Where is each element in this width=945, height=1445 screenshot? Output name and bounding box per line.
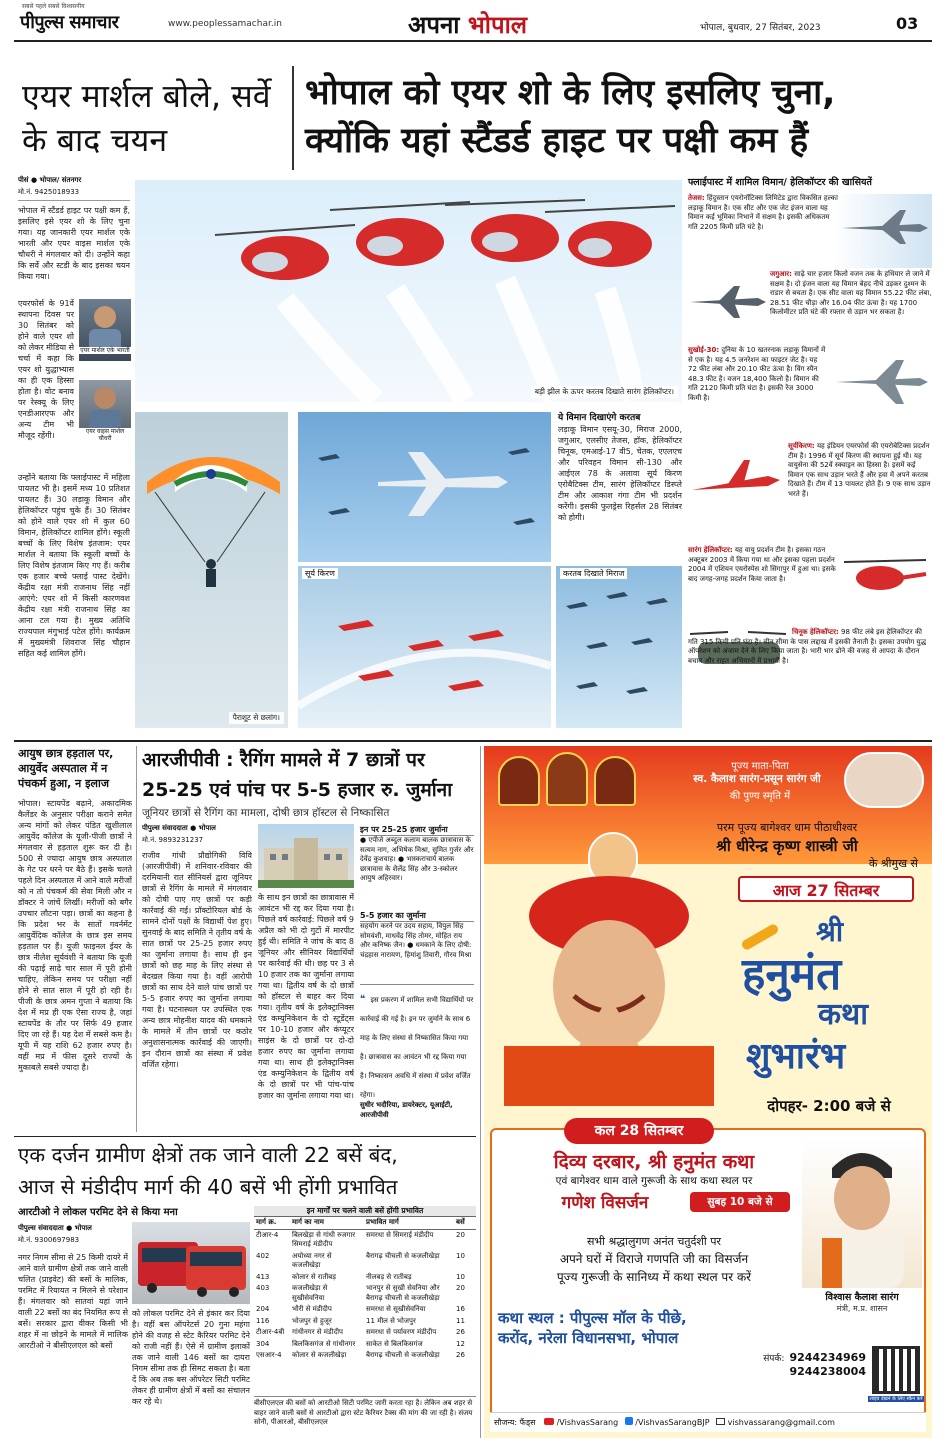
sponsor-illustration	[802, 1138, 922, 1288]
qr-code-icon[interactable]	[872, 1346, 920, 1394]
ad-social1[interactable]: /VishvasSarang	[556, 1418, 619, 1427]
story1-body-top: भोपाल में स्टैंडर्ड हाइट पर पक्षी कम हैं, इसलिए इसे एयर शो के लिए चुना गया। यह जानकारी एयर मार्शल एके भारती और एयर वाइस मार्शल एके चौधरी ने मंगलवार को दी। उन्होंने कहा कि सर्वे और स्टडी के बाद इसका चयन किया गया।	[18, 206, 130, 281]
ad-deity-2	[546, 752, 588, 806]
table-row	[254, 1316, 476, 1328]
table-cell: 11	[456, 1316, 465, 1325]
bus-headline-line1: एक दर्जन ग्रामीण क्षेत्रों तक जाने वाली 22 बसें बंद,	[18, 1143, 398, 1167]
bus-routes-table	[254, 1217, 476, 1362]
ad-title-shubharambh: शुभारंभ	[746, 1036, 846, 1077]
youtube-icon	[544, 1418, 554, 1425]
section-title-b: भोपाल	[467, 11, 528, 39]
table-cell: एसआर-4	[256, 1351, 282, 1359]
portrait-air-marshal-caption: एयर मार्शल एके भारती	[80, 347, 130, 354]
table-cell: बैरागढ़ चीचली से कजलीखेड़ा	[366, 1251, 440, 1260]
section-rule-1	[14, 740, 932, 742]
stunts-body: लड़ाकू विमान एसयू-30, मिराज 2000, जगुआर, एलसीए तेजस, हॉक, हेलिकॉप्टर चिनूक, एमआई-17 वी5, चेतक, एएलएच और परिवहन विमान सी-130 और आईएल 78 के अलावा सूर्य किरण एरोबैटिक्स टीम, सारंग हेलिकॉप्टर डिस्प्ले टीम और आकाश गंगा टीम भी प्रदर्शन करेंगी। इसकी फुलड्रेस रिहर्सल 28 सितंबर को होगी।	[558, 425, 682, 522]
ad-sponsor-name: विश्वास कैलाश सारंग	[825, 1292, 899, 1303]
sarang-helicopter-icon	[840, 554, 930, 598]
table-row	[254, 1339, 476, 1351]
surya-kiran-illustration	[298, 566, 551, 728]
bus-col-affected: प्रभावित मार्ग	[364, 1217, 454, 1229]
ad-appeal-line1: सभी श्रद्धालुगण अनंत चतुर्दशी पर	[587, 1235, 721, 1248]
table-row	[254, 1251, 476, 1272]
table-cell: 413	[256, 1272, 270, 1281]
photo-mirage	[556, 566, 682, 728]
bus-note: बीसीएलएल की बसों को आरटीओ सिटी परमिट जारी करता रहा है। लेकिन अब शहर से बाहर जाने वाली बसों से आरटीओ द्वारा स्टेट कैरियर टैक्स की मांग की जा रही है। संजय सोनी, पीआरओ, बीसीएलएल	[254, 1396, 476, 1428]
flypast-suryakiran-text: यह इंडियन एयरफोर्स की एयरोबेटिक्स प्रदर्शन टीम है। 1996 में सूर्य किरण की स्थापना हुई थी। यह वायुसेना की 52वें स्क्वाड्रन का हिस्सा है। इसमें कई विमान एक साथ उड़ान भरते हैं और हवा में अपने करतब दिखाते हैं। टीम में 13 पायलट होते हैं। 9 एक साथ उड़ान भरते हैं।	[788, 442, 931, 498]
table-cell: टीआर-4	[256, 1230, 279, 1239]
tejas-jet-icon	[840, 206, 930, 246]
dateline: भोपाल, बुधवार, 27 सितंबर, 2023	[700, 23, 821, 33]
bus-col-route-name: मार्ग का नाम	[290, 1217, 364, 1229]
ad-dedication-1: पूज्य माता-पिता	[731, 761, 789, 772]
table-cell: बिलकिसगंज से गांधीनगर	[292, 1339, 356, 1348]
table-cell: कजलीखेड़ा से सुखीसेवनिया	[292, 1284, 328, 1302]
ad-sponsor-title: मंत्री, म.प्र. शासन	[836, 1304, 888, 1313]
ad-event-line2: एवं बागेश्वर धाम वाले गुरूजी के साथ कथा स्थल पर	[555, 1175, 753, 1187]
photo-surya-kiran-caption: सूर्य किरण	[302, 568, 338, 579]
ad-title-hanumant: हनुमंत	[742, 949, 842, 1000]
ad-event-line3: गणेश विसर्जन	[561, 1193, 649, 1213]
ad-line2: श्री धीरेन्द्र कृष्ण शास्त्री जी	[716, 837, 858, 855]
flypast-heading: फ्लाईपास्ट में शामिल विमान/ हेलिकॉप्टर की खासियतें	[688, 177, 872, 188]
table-row	[254, 1304, 476, 1316]
helicopter-3	[445, 200, 585, 262]
ad-event-time: सुबह 10 बजे से	[690, 1192, 790, 1212]
portrait-air-vice-marshal-photo	[79, 380, 131, 430]
ad-title-shri: श्री	[816, 915, 844, 948]
rgpv-box-heading2: 5-5 हजार का जुर्माना	[360, 910, 474, 922]
flypast-tejas-title: तेजस:	[688, 194, 705, 202]
flypast-suryakiran-title: सूर्यकिरण:	[788, 442, 815, 450]
website-link[interactable]: www.peoplessamachar.in	[168, 19, 282, 29]
flypast-tejas-text: हिंदुस्तान एयरोनॉटिक्स लिमिटेड द्वारा विकसित हल्का लड़ाकू विमान है। एक सीट और एक जेट इंजन वाला यह विमान कई भूमिका निभाने में सक्षम है। इसकी अधिकतम गति 2205 किमी प्रति घंटे है।	[688, 194, 838, 231]
quote-icon: ❝	[360, 994, 366, 1005]
portrait-air-vice-marshal-caption: एयर वाइस मार्शल चौधरी	[79, 428, 131, 442]
main-headline-line1: भोपाल को एयर शो के लिए इसलिए चुना,	[305, 73, 836, 113]
rgpv-byline: पीपुल्स संवाददाता ● भोपाल	[142, 824, 216, 832]
ad-contact	[734, 1346, 866, 1378]
rgpv-subheadline: जूनियर छात्रों से रैगिंग का मामला, दोषी छात्र हॉस्टल से निष्कासित	[142, 807, 390, 819]
table-cell: 16	[456, 1305, 465, 1313]
helicopter-4	[545, 206, 675, 267]
rgpv-headline-line1: आरजीपीवी : रैगिंग मामले में 7 छात्रों पर	[142, 749, 425, 771]
facebook-icon	[625, 1417, 633, 1425]
jaguar-jet-icon	[688, 280, 768, 320]
flypast-item-sarang	[688, 546, 932, 626]
bus-col-buses: बसें	[454, 1217, 476, 1229]
helicopter-1	[215, 225, 355, 280]
ad-deity-3	[594, 756, 636, 806]
ad-social2[interactable]: /VishvasSarangBJP	[635, 1418, 710, 1427]
ad-line3: के श्रीमुख से	[868, 857, 918, 870]
table-cell: 204	[256, 1305, 270, 1313]
rgpv-body-col2: के साथ इन छात्रों का छात्रावास में आवंटन भी रद्द कर दिया गया है। पिछले वर्ष कार्रवाई: पिछले वर्ष 9 अप्रैल को भी दो गुटों में मारपीट हुई थी। समिति ने जांच के बाद 8 जूनियर और सीनियर विद्यार्थियों पर कार्रवाई की थी। छह पर 3 से 10 हजार तक का जुर्माना लगाया गया था। द्वितीय वर्ष के दो छात्रों को हॉस्टल से बाहर कर दिया गया। तृतीय वर्ष के इलेक्ट्रानिक्स एंड कम्युनिकेशन के दो स्टूडेंट्स पर 10-10 हजार और कंप्यूटर साइंस के दो छात्रों पर दो-दो हजार रुपए का जुर्माना लगाया गया था। साथ ही इलेक्ट्रानिक्स एंड कम्युनिकेशन के द्वितीय वर्ष के दो छात्रों पर भी पांच-पांच हजार का जुर्माना लगाया गया था।	[258, 893, 354, 1100]
rgpv-mobile: मो.नं. 9893231237	[142, 836, 204, 844]
table-row	[254, 1229, 476, 1251]
helicopters-illustration	[135, 180, 682, 402]
aircraft-formation-illustration	[298, 412, 551, 562]
stunts-heading: ये विमान दिखाएंगे करतब	[558, 413, 641, 423]
buses-illustration	[132, 1222, 250, 1304]
page-number: 03	[896, 14, 919, 33]
photo-parachute	[135, 412, 288, 728]
masthead-rule	[14, 40, 932, 42]
bus-table-header-row	[254, 1217, 476, 1229]
table-cell: भानपुर से सुखी सेवनिया और बैरागढ़ चीचली से कजलीखेड़ा	[366, 1284, 440, 1302]
helicopter-2	[330, 202, 470, 266]
table-cell: भोजपुर से हुजूर	[292, 1316, 332, 1325]
ad-email[interactable]: vishvassarang@gmail.com	[727, 1418, 835, 1427]
ad-venue-label: कथा स्थल :	[498, 1309, 565, 1327]
bus-table-body	[254, 1229, 476, 1362]
table-cell: 20	[456, 1284, 465, 1292]
bus-body-col1: नगर निगम सीमा से 25 किमी दायरे में आने वाले ग्रामीण क्षेत्रों तक जाने वाली चलित (प्राइवेट) की बसों के मालिक, परमिट में रियायत न मिलने से परेशान हैं। मंगलवार को सातवां यहां जाने वाली 22 बसों का बंद नियमित रूप से बसें। सरकार द्वारा वीकर किसी भी शहर में ना छोड़ने के मामले में मालिक आरटीओ ने बीसीएलएल को बसों	[18, 1253, 128, 1350]
ad-venue-line2: करोंद, नरेला विधानसभा, भोपाल	[498, 1329, 679, 1347]
table-cell: बैरागढ़ चीचली से कजलीखेड़ा	[366, 1351, 440, 1359]
table-cell: साकेत से बिलकिसगंज	[366, 1339, 423, 1348]
story1-byline: पीसं ● भोपाल/ संतनगर	[18, 176, 82, 184]
bus-table-heading: इन मार्गों पर चलने वाली बसें होंगी प्रभावित	[254, 1206, 476, 1217]
photo-il78-refuel	[298, 412, 551, 562]
email-icon	[716, 1418, 725, 1425]
rgpv-box-list1: ● एपीजे अब्दुल कलाम बालक छात्रावास के सत्यम नाग, अभिषेक मिश्रा, सुमित गुर्जर और देवेंद्र कुशवाह। ● भास्कराचार्य बालक छात्रावास के शैलेंद्र सिंह और 3-स्कोलर आयुष अहिरवार।	[360, 836, 474, 882]
table-cell: टीआर-4बी	[256, 1328, 285, 1336]
rgpv-quote-text: इस प्रकरण में शामिल सभी विद्यार्थियों पर कार्रवाई की गई है। इन पर जुर्माने के साथ 6 माह के लिए संस्था से निष्कासित किया गया है। छात्रावास का आवंटन भी रद्द किया गया है। निष्कासन अवधि में संस्था में प्रवेश वर्जित रहेगा।	[360, 996, 474, 1099]
ad-parents-photo	[844, 752, 924, 808]
photo-helicopters-caption: बड़ी झील के ऊपर करतब दिखाते सारंग हेलिकॉप्टर।	[531, 386, 678, 398]
bus-routes-table-box	[254, 1206, 476, 1434]
photo-surya-kiran	[298, 566, 551, 728]
portrait-air-marshal-photo	[79, 299, 131, 349]
flypast-sukhoi-text: दुनिया के 10 खतरनाक लड़ाकू विमानों में से एक है। यह 4.5 जनरेशन का फाइटर जेट है। यह 72 फीट लंबा और 20.10 फीट ऊंचा है। विंग स्पैन 48.3 फीट है। वजन 18,400 किलो है। विमान की गति 2120 किमी प्रति घंटा है। इसकी रेंज 3000 किमी है।	[688, 346, 826, 402]
ad-courtesy: सौजन्य: फैंड्स	[494, 1418, 536, 1427]
story1-body-wrap: एयरफोर्स के 91वें स्थापना दिवस पर 30 सितंबर को होने वाले एयर शो को लेकर मीडिया से चर्चा में कहा कि एयर शो युद्धाभ्यास का ही एक हिस्सा होता है। वोट बनाव पर रेस्क्यू के लिए एनडीआरएफ और अन्य टीम भी मौजूद रहेंगी।	[18, 299, 74, 440]
ad-phone1[interactable]: 9244234969	[789, 1351, 866, 1364]
flypast-item-chinook	[688, 628, 932, 736]
table-cell: नीलबड़ से रातीबड़	[366, 1272, 412, 1281]
rgpv-box-heading1: इन पर 25-25 हजार जुर्माना	[360, 824, 474, 836]
portrait-air-vice-marshal	[79, 380, 131, 442]
photo-rgpv-campus	[258, 824, 354, 888]
table-cell: समरधा से पर्यावरण मंडीदीप	[366, 1328, 437, 1336]
flypast-jaguar-text: साढ़े चार हजार किलो वजन तक के हथियार ले जाने में सक्षम है। दो इंजन वाला यह विमान बेहद नीचे उड़कर दुश्मन के राडार से बचता है। एक सीट वाला यह विमान 55.22 फीट लंबा, 28.51 फीट चौड़ा और 16.04 फीट ऊंचा है। यह 1700 किलोमीटर प्रति घंटे की रफ्तार से उड़ान भर सकता है।	[770, 270, 932, 316]
story1-mobile: मो.नं. 9425018933	[18, 188, 80, 196]
ad-venue-line1: पीपुल्स मॉल के पीछे,	[569, 1309, 687, 1327]
hanumant-katha-ad	[484, 746, 932, 1438]
flypast-sarang-title: सारंग हेलिकॉप्टर:	[688, 546, 733, 554]
col-divider-ayush	[136, 746, 137, 1132]
ad-line1: परम पूज्य बागेश्वर धाम पीठाधीश्वर	[716, 821, 858, 834]
col-divider-ad	[480, 746, 481, 1438]
rgpv-quote-author: सुधीर भदौरिया, डायरेक्टर, यूआईटी, आरजीपीवी	[360, 1101, 453, 1119]
table-cell: अयोध्या नगर से कजलीखेड़ा	[292, 1251, 332, 1269]
flypast-jaguar-title: जगुआर:	[770, 270, 792, 278]
mirage-illustration	[556, 566, 682, 728]
table-cell: 10	[456, 1251, 465, 1260]
table-row	[254, 1327, 476, 1339]
bus-byline: पीपुल्स संवाददाता ● भोपाल	[18, 1224, 92, 1232]
flypast-item-sukhoi	[688, 346, 932, 438]
flypast-item-tejas	[688, 194, 932, 268]
ad-phone2[interactable]: 9244238004	[789, 1365, 866, 1378]
rgpv-headline-line2: 25-25 एवं पांच पर 5-5 हजार रु. जुर्माना	[142, 779, 453, 801]
suryakiran-jet-icon	[688, 446, 784, 516]
table-cell: 10	[456, 1272, 465, 1281]
photo-mirage-caption: करतब दिखाते मिराज	[560, 568, 627, 579]
rgpv-quote	[360, 984, 474, 1120]
portrait-air-marshal	[79, 299, 131, 361]
story1-body-bottom: उन्होंने बताया कि फ्लाईपास्ट में महिला पायलट भी है। इसमें मध्य 10 प्रतिशत पायलट हैं। 30 लड़ाकू विमान और हेलिकॉप्टर पहुंच चुके हैं। 30 सितंबर को होने वाले एयर शो में कुल 60 विमान, हेलिकॉप्टर शामिल होंगे। स्कूली बच्चों के लिए विशेष इंतजाम: एयर मार्शल ने बताया कि स्कूली बच्चों के लिए विशेष इंतजाम किए गए हैं। करीब एक हजार बच्चे फ्लाई पास्ट देखेंगे। केंद्रीय रक्षा मंत्री राजनाथ सिंह नहीं आएंगे: एयर शो में किसी कारणवश केंद्रीय रक्षा मंत्री राजनाथ सिंह का आना टल गया है। मुख्य अतिथि राज्यपाल मंगुभाई पटेल होंगे। कार्यक्रम में मुख्यमंत्री शिवराज सिंह चौहान सहित कई शामिल होंगे।	[18, 473, 130, 658]
rgpv-box-list2: सहयोग करने पर उदय सहाय, विपुल सिंह सोमवंशी, माधवेंद्र सिंह तोमर, मोहित राय और कनिष्क जैन। ● धमकाने के लिए दोषी: चंद्रहास नारायण, हिमांशु तिवारी, गौरव मिश्रा	[360, 922, 472, 959]
table-row	[254, 1283, 476, 1304]
story1-byline-rule	[18, 200, 130, 201]
ad-title-katha: कथा	[818, 997, 868, 1032]
ad-time: दोपहर- 2:00 बजे से	[767, 1097, 891, 1115]
main-headline-line2: क्योंकि यहां स्टैंडर्ड हाइट पर पक्षी कम हैं	[305, 121, 809, 161]
ad-sponsor-photo	[802, 1138, 922, 1288]
rgpv-penalty-box	[360, 824, 474, 1132]
table-row	[254, 1350, 476, 1362]
flypast-sukhoi-title: सुखोई-30:	[688, 346, 720, 354]
ad-appeal-line2: अपने घरों में विराजे गणपति जी का विसर्जन	[559, 1252, 749, 1266]
stunts-box	[558, 412, 682, 562]
table-cell: समरधा से सिमराई मंडीदीप	[366, 1230, 434, 1239]
photo-buses	[132, 1222, 250, 1304]
bus-headline-line2: आज से मंडीदीप मार्ग की 40 बसें भी होंगी प्रभावित	[18, 1175, 398, 1199]
table-cell: समरधा से सूखीसेवनिया	[366, 1305, 426, 1313]
ad-event-line1: दिव्य दरबार, श्री हनुमंत कथा	[553, 1151, 755, 1173]
parachute-illustration	[135, 412, 288, 728]
ad-date-banner: आज 27 सितम्बर	[738, 876, 914, 902]
ad-venue	[498, 1308, 788, 1348]
table-cell: 304	[256, 1339, 270, 1348]
flypast-item-jaguar	[688, 270, 932, 344]
photo-parachute-caption: पैराशूट से छलांग।	[229, 712, 284, 724]
table-cell: भौरी से मंडीदीप	[292, 1305, 332, 1313]
ad-dedication-3: की पुण्य स्मृति में	[729, 791, 791, 802]
flypast-chinook-title: चिनूक हेलिकॉप्टर:	[792, 628, 839, 636]
bus-mobile: मो.नं. 9300697983	[18, 1236, 80, 1244]
table-cell: 402	[256, 1251, 270, 1260]
table-cell: 26	[456, 1328, 465, 1336]
bus-body-col2: को लोकल परमिट देने से इंकार कर दिया है। वहीं बस ऑपरेटर्स 20 गुना महंगा होने की वजह से स्टेट कैरियर परमिट देने को राजी नहीं हैं। ऐसे में ग्रामीण इलाकों तक जाने वाली 146 बसों का दायरा निगम सीमा तक ही सिमट सकता है। बता दें कि अब तक बस ऑपरेटर सिटी परमिट लेकर ही ग्रामीण क्षेत्रों में बसों का संचालन कर रहे थे।	[132, 1309, 250, 1406]
section-rule-2	[14, 1136, 476, 1137]
table-cell: 403	[256, 1284, 270, 1292]
table-cell: कोलार से कजलीखेड़ा	[292, 1351, 347, 1359]
ad-guru-portrait	[484, 876, 734, 1106]
ad-contact-label: संपर्क:	[763, 1354, 785, 1364]
guru-portrait-illustration	[484, 876, 734, 1106]
flypast-box	[688, 176, 932, 736]
ad-appeal-line3: पूज्य गुरूजी के सानिध्य में कथा स्थल पर करें	[556, 1270, 752, 1284]
campus-building-illustration	[258, 824, 354, 888]
bus-subheadline: आरटीओ ने लोकल परमिट देने से किया मना	[18, 1207, 178, 1218]
sukhoi-jet-icon	[834, 356, 930, 406]
photo-sarang-helicopters	[135, 180, 682, 402]
headline-divider	[292, 66, 294, 170]
section-title-a: अपना	[408, 11, 460, 39]
table-cell: 20	[456, 1230, 465, 1239]
bus-col-route-no: मार्ग क्र.	[254, 1217, 290, 1229]
table-cell: 11 मील से भोजपुर	[366, 1316, 416, 1325]
table-cell: बिलखेड़ा से गांधी रुजगार सिमराई मंडीदीप	[292, 1230, 356, 1248]
flypast-chinook-text: 98 फीट लंबे इस हेलिकॉप्टर की गति 315 किमी प्रति घंटा है। चीन सीमा के पास लद्दाख में इसकी तैनाती है। इसका उपयोग युद्ध ऑपरेशन को अंजाम देने के लिए किया जाता है। भारी भार ढोने की वजह से आपदा के दौरान बचाव और राहत अभियानों में प्रभावी है।	[688, 628, 927, 665]
ad-footer-bar	[490, 1412, 926, 1432]
table-cell: 12	[456, 1339, 465, 1348]
side-headline: एयर मार्शल बोले, सर्वे के बाद चयन	[22, 77, 271, 159]
table-cell: 116	[256, 1316, 270, 1325]
flypast-item-suryakiran	[688, 442, 932, 542]
table-cell: गांधीनगर से मंडीदीप	[292, 1328, 343, 1336]
ayush-body: भोपाल। स्टायपेंड बढ़ाने, अकादमिक कैलेंडर के अनुसार परीक्षा कराने समेत अन्य मांगों को लेकर पंडित खुशीलाल आयुर्वेद कॉलेज के यूजी-पीजी छात्रों ने मंगलवार से हड़ताल शुरू कर दी है। 500 से ज्यादा आयुष छात्र अस्पताल के गेट पर धरने पर बैठे हैं। इसके चलते पहले दिन अस्पताल में आने वाले मरीजों को न तो पंचकर्म की सेवा मिली और न डॉक्टर ने जांचें लिखीं। मरीजों को बगैर उपचार लौटना पड़ा। छात्रों का कहना है कि प्रदेश भर के सातों गवर्नमेंट आयुर्वेदिक कॉलेज के छात्र इस समय हड़ताल पर हैं। यूजी फाइनल ईयर के छात्र नीलेश सूर्यवंशी ने बताया कि यूजी की पढ़ाई साढ़े चार साल में पूरी होनी चाहिए, लेकिन समय पर परीक्षा नहीं होने से सात साल में पूरी हो रही है। पीजी के छात्र अमन गुप्ता ने बताया कि देश में मप्र ही एक ऐसा राज्य है, जहां स्टायपेंड के तौर पर सिर्फ 49 हजार दिए जा रहे हैं। यह देश में सबसे कम है। यूपी में यह राशि 62 हजार रुपए है। वहीं मप्र में फीस दूसरे राज्यों के मुकाबले सबसे ज्यादा है।	[18, 799, 132, 1072]
masthead	[0, 0, 945, 44]
ad-next-date: कल 28 सितम्बर	[564, 1118, 714, 1144]
paper-name: पीपुल्स समाचार	[20, 12, 119, 33]
masthead-tagline: सबसे पहले सबसे विश्वसनीय	[22, 3, 85, 10]
ayush-headline: आयुष छात्र हड़ताल पर, आयुर्वेद अस्पताल में न पंचकर्म हुआ, न इलाज	[18, 747, 114, 790]
flypast-sarang-text: यह वायु प्रदर्शन टीम है। इसका गठन अक्टूबर 2003 में किया गया था और इसका पहला प्रदर्शन 2004 में एशियन एयरोस्पेस शो सिंगापुर में हुआ था। इसके बाद जगह-जगह प्रदर्शन किया जाता है।	[688, 546, 836, 583]
rgpv-body-col1: राजीव गांधी प्रौद्योगिकी विवि (आरजीपीवी) में शनिवार-रविवार की दरमियानी रात सीनियर्स द्वारा जूनियर छात्रों से रैगिंग के मामले में मंगलवार को दोषी पाए गए छात्रों पर कड़ी कार्रवाई की गई। प्रॉक्टोरियल बोर्ड के सामने दोनों पक्षों के विद्यार्थी पेश हुए। सुनवाई के बाद समिति ने तृतीय वर्ष के सात छात्रों पर 25-25 हजार रुपए का जुर्माना लगाया है। साथ ही इन छात्रों को छह माह के लिए संस्था से बेदखल किया गया है। वहीं आरोपी छात्रों का साथ देने वाले पांच छात्रों पर 5-5 हजार रुपए का जुर्माना लगाया गया है। घटनास्थल पर उपस्थित एक अन्य छात्र मोहनीश यादव की धमकाने के मामले में तीन छात्रों पर कठोर अनुशासनात्मक कार्रवाई की जाएगी। इन दौरान छात्रों का संस्था में प्रवेश वर्जित रहेगा।	[142, 851, 252, 1069]
ad-dedication-2: स्व. कैलाश सारंग-प्रसून सारंग जी	[693, 773, 821, 785]
ad-qr-caption: लाइव देखने के लिए स्कैन करें	[869, 1396, 923, 1402]
ad-deity-1	[498, 756, 540, 806]
table-cell: कोलार से रातीबड़	[292, 1272, 337, 1281]
table-row	[254, 1272, 476, 1284]
table-cell: 26	[456, 1351, 465, 1359]
section-title	[408, 8, 527, 41]
